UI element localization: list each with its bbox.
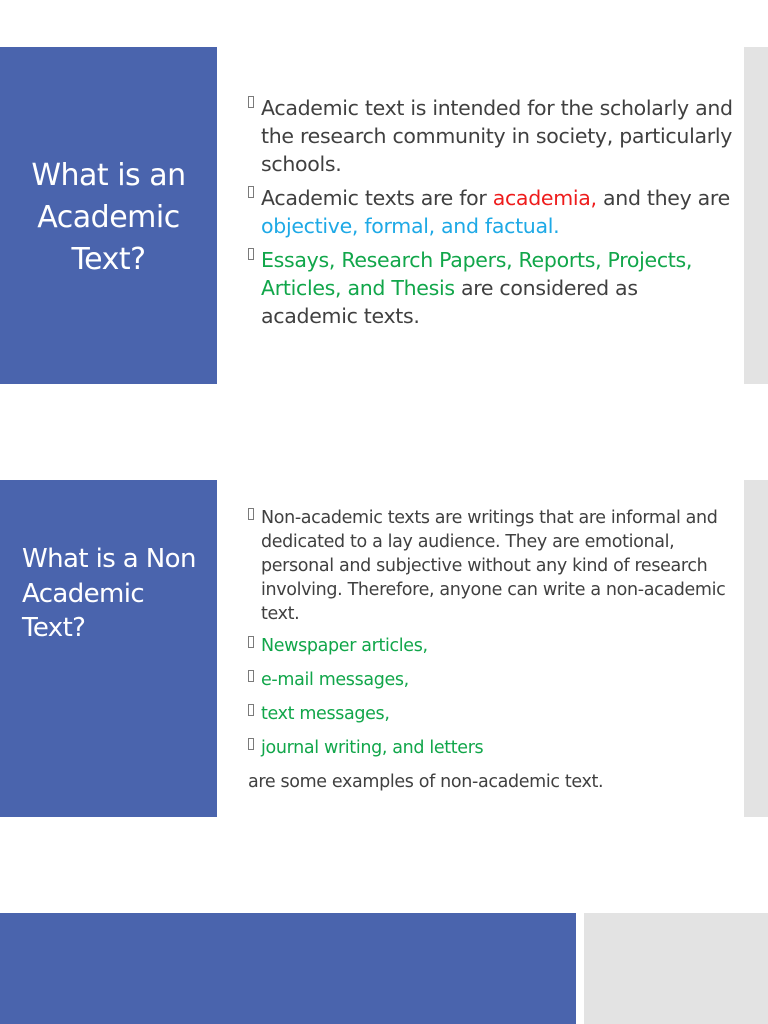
bullet-text: and they are xyxy=(596,186,730,210)
bullet-box-icon xyxy=(248,670,254,682)
bullet-box-icon xyxy=(248,96,254,108)
bullet-item xyxy=(248,184,738,240)
example-item xyxy=(248,702,738,726)
next-slide-edge xyxy=(744,47,768,384)
next-slide-edge xyxy=(744,480,768,817)
slide-title: What is a Non Academic Text? xyxy=(22,544,196,643)
bullet-item xyxy=(248,506,738,626)
example-item xyxy=(248,736,738,760)
slide-body xyxy=(248,94,738,330)
example-text: journal writing, and letters xyxy=(261,738,484,758)
slide-academic-text xyxy=(0,47,768,384)
bullet-item xyxy=(248,246,738,330)
highlight-qualities: objective, formal, and factual. xyxy=(261,214,560,238)
slide-body xyxy=(248,506,738,794)
title-panel xyxy=(0,480,217,817)
highlight-academia: academia, xyxy=(492,186,597,210)
content-panel xyxy=(584,913,768,1024)
example-text: e-mail messages, xyxy=(261,670,409,690)
bullet-box-icon xyxy=(248,738,254,750)
bullet-item xyxy=(248,94,738,178)
title-panel xyxy=(0,47,217,384)
bullet-box-icon xyxy=(248,508,254,520)
bullet-box-icon xyxy=(248,186,254,198)
bullet-text: are considered as academic texts. xyxy=(261,276,638,328)
bullet-box-icon xyxy=(248,704,254,716)
bullet-text: Non-academic texts are writings that are informal and dedicated to a lay audience. They are emotional, personal and subjective without any kind of research involving. Therefore, anyone can write a non-academic text. xyxy=(261,508,726,624)
slide-title: What is an Academic Text? xyxy=(31,158,186,277)
example-text: text messages, xyxy=(261,704,390,724)
slide-non-academic-text xyxy=(0,480,768,817)
bullet-box-icon xyxy=(248,248,254,260)
title-panel xyxy=(0,913,576,1024)
closing-text: are some examples of non-academic text. xyxy=(248,772,604,792)
bullet-text: Academic texts are for xyxy=(261,186,493,210)
slide-partial xyxy=(0,913,768,1024)
bullet-text: Academic text is intended for the scholarly and the research community in society, particularly schools. xyxy=(261,96,733,176)
example-item xyxy=(248,668,738,692)
bullet-box-icon xyxy=(248,636,254,648)
highlight-examples: Essays, Research Papers, Reports, Projects, Articles, and Thesis xyxy=(261,248,693,300)
example-item xyxy=(248,634,738,658)
example-text: Newspaper articles, xyxy=(261,636,428,656)
